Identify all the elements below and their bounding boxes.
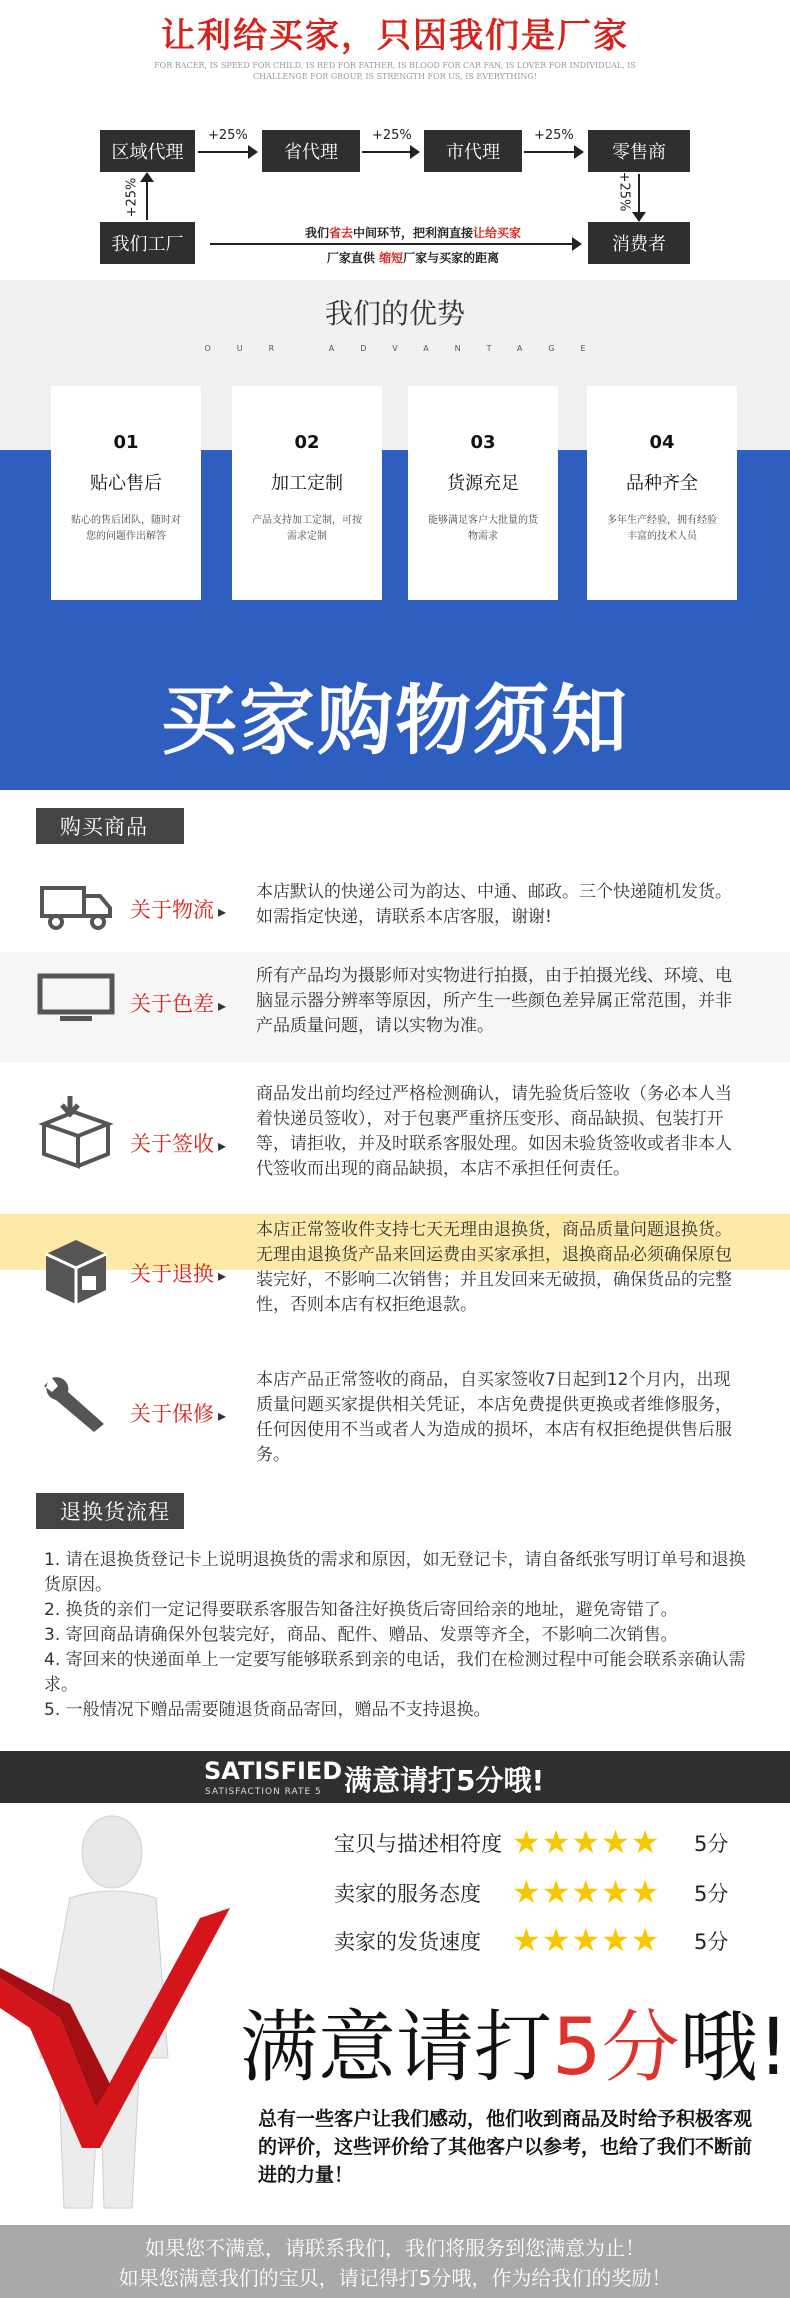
- star-rating: [512, 1873, 661, 1911]
- markup-label: +25%: [534, 128, 574, 143]
- markup-label: +25%: [616, 171, 632, 212]
- color-label: 关于色差 ▸: [130, 988, 240, 1018]
- satisfied-en: SATISFIED: [204, 1757, 343, 1785]
- star-icon: ★: [601, 1823, 631, 1861]
- star-icon: ★: [630, 1873, 661, 1911]
- card-number: 01: [113, 432, 139, 453]
- returns-step: 5. 一般情况下赠品需要随退货商品寄回，赠品不支持退换。: [44, 1700, 491, 1720]
- advantage-subtitle: OUR ADVANTAGE: [204, 344, 612, 353]
- advantage-card: [587, 386, 737, 600]
- star-icon: ★: [541, 1873, 572, 1911]
- satisfied-cn: 满意请打5分哦!: [344, 1764, 545, 1797]
- card-desc: 产品支持加工定制，可按需求定制: [252, 515, 362, 542]
- warranty-text: 本店产品正常签收的商品，自买家签收7日起到12个月内，出现质量问题买家提供相关凭证，本店免费提供更换或者维修服务，任何因使用不当或者人为造成的损坏，本店有权拒绝提供售后服务。: [256, 1370, 732, 1465]
- rating-value: 5分: [694, 1930, 729, 1954]
- advantage-card: [232, 386, 382, 600]
- box-sign-icon: [34, 1094, 118, 1172]
- card-number: 04: [649, 432, 675, 453]
- color-text: 所有产品均为摄影师对实物进行拍摄，由于拍摄光线、环境、电脑显示器分辨率等原因，所产生一些颜色差异属正常范围，并非产品质量问题，请以实物为准。: [256, 966, 732, 1036]
- star-icon: ★: [541, 1921, 572, 1959]
- logistics-text: 本店默认的快递公司为韵达、中通、邮政。三个快递随机发货。如需指定快递，请联系本店客服，谢谢!: [256, 882, 732, 927]
- rating-value: 5分: [694, 1832, 729, 1856]
- markup-label: +25%: [208, 128, 248, 143]
- logistics-label: 关于物流 ▸: [130, 894, 240, 924]
- star-icon: ★: [571, 1823, 602, 1861]
- sign-text: 商品发出前均经过严格检测确认，请先验货后签收（务必本人当着快递员签收），对于包裹严重挤压变形、商品缺损、包装打开等，请拒收，并及时联系客服处理。如因未验货签收或者非本人代签收而出现的商品缺损，本店不承担任何责任。: [256, 1084, 732, 1179]
- card-desc: 能够满足客户大批量的货物需求: [428, 515, 538, 542]
- star-rating: [512, 1823, 661, 1861]
- purchase-section-tag: 购买商品: [36, 808, 184, 844]
- rating-label: 卖家的服务态度: [334, 1882, 481, 1906]
- return-label: 关于退换 ▸: [130, 1258, 240, 1288]
- rating-label: 卖家的发货速度: [334, 1930, 481, 1954]
- box-return-icon: [34, 1232, 118, 1310]
- node-consumer: 消费者: [588, 222, 690, 264]
- star-icon: ★: [512, 1823, 542, 1861]
- monitor-icon: [34, 970, 118, 1026]
- buyer-notice-banner: 买家购物须知: [161, 676, 629, 765]
- node-province-agent: 省代理: [262, 130, 360, 172]
- closing-text: 总有一些客户让我们感动，他们收到商品及时给予积极客观的评价，这些评价给了其他客户以参考，也给了我们不断前进的力量！: [258, 2108, 753, 2186]
- satisfied-en-sub: SATISFACTION RATE 5: [205, 1787, 322, 1797]
- card-desc: 贴心的售后团队，随时对您的问题作出解答: [71, 515, 181, 542]
- advantage-title: 我们的优势: [324, 297, 465, 330]
- card-title: 货源充足: [447, 473, 519, 494]
- wrench-icon: [34, 1374, 118, 1436]
- sign-label: 关于签收 ▸: [130, 1128, 240, 1158]
- card-desc: 多年生产经验，拥有经验丰富的技术人员: [607, 515, 717, 542]
- markup-label: +25%: [372, 128, 412, 143]
- bottom-line2: 如果您满意我们的宝贝，请记得打5分哦，作为给我们的奖励！: [118, 2266, 672, 2290]
- arrow-factory-to-consumer: [210, 243, 580, 245]
- card-number: 03: [470, 432, 496, 453]
- big-score-slogan: 满意请打5分哦!: [240, 2003, 789, 2093]
- header-subtitle: FOR RACER, IS SPEED FOR CHILD, IS RED FOR FATHER, IS BLOOD FOR CAR FAN, IS LOVER FOR INDIVIDUAL, IS CHALLENGE FOR GROUP, IS STRENGTH FOR US, IS EVERYTHING!: [154, 61, 636, 81]
- returns-step: 1. 请在退换货登记卡上说明退换货的需求和原因，如无登记卡，请自备纸张写明订单号和退换货原因。: [44, 1550, 746, 1595]
- arrow-right-1: [198, 151, 256, 153]
- mascot-figure: [0, 1808, 240, 2218]
- markup-label: +25%: [124, 177, 140, 218]
- star-rating: [512, 1921, 661, 1959]
- arrow-up: [146, 180, 148, 220]
- star-icon: ★: [571, 1873, 602, 1911]
- returns-section-tag: 退换货流程: [36, 1493, 184, 1529]
- advantage-card: [408, 386, 558, 600]
- star-icon: ★: [512, 1921, 542, 1959]
- rating-label: 宝贝与描述相符度: [334, 1832, 502, 1856]
- node-retailer: 零售商: [588, 130, 690, 172]
- arrow-down: [638, 174, 640, 214]
- star-icon: ★: [601, 1873, 631, 1911]
- header-title: 让利给买家，只因我们是厂家: [161, 16, 629, 56]
- card-title: 贴心售后: [90, 473, 162, 494]
- bottom-line1: 如果您不满意，请联系我们，我们将服务到您满意为止！: [145, 2236, 645, 2260]
- arrow-right-2: [362, 151, 418, 153]
- direct-supply-line1: 我们省去中间环节，把利润直接让给买家: [304, 226, 522, 240]
- rating-value: 5分: [694, 1882, 729, 1906]
- node-city-agent: 市代理: [424, 130, 522, 172]
- truck-icon: [34, 878, 118, 934]
- arrow-right-3: [524, 151, 582, 153]
- star-icon: ★: [512, 1873, 542, 1911]
- returns-step: 3. 寄回商品请确保外包装完好，商品、配件、赠品、发票等齐全，不影响二次销售。: [44, 1625, 678, 1645]
- star-icon: ★: [630, 1921, 661, 1959]
- returns-step: 2. 换货的亲们一定记得要联系客服告知备注好换货后寄回给亲的地址，避免寄错了。: [44, 1600, 678, 1620]
- returns-step: 4. 寄回来的快递面单上一定要写能够联系到亲的电话，我们在检测过程中可能会联系亲确认需求。: [44, 1650, 746, 1695]
- warranty-label: 关于保修 ▸: [130, 1398, 240, 1428]
- card-number: 02: [294, 432, 320, 453]
- star-icon: ★: [630, 1823, 661, 1861]
- star-icon: ★: [571, 1921, 602, 1959]
- star-icon: ★: [541, 1823, 572, 1861]
- direct-supply-line2: 厂家直供 缩短厂家与买家的距离: [326, 251, 500, 265]
- card-title: 加工定制: [271, 473, 343, 494]
- return-text: 本店正常签收件支持七天无理由退换货，商品质量问题退换货。无理由退换货产品来回运费由买家承担，退换商品必须确保原包装完好，不影响二次销售；并且发回来无破损，确保货品的完整性，否则本店有权拒绝退款。: [256, 1220, 732, 1315]
- node-regional-agent: 区域代理: [100, 130, 195, 172]
- card-title: 品种齐全: [626, 473, 698, 494]
- star-icon: ★: [601, 1921, 631, 1959]
- advantage-card: [51, 386, 201, 600]
- node-our-factory: 我们工厂: [100, 222, 195, 264]
